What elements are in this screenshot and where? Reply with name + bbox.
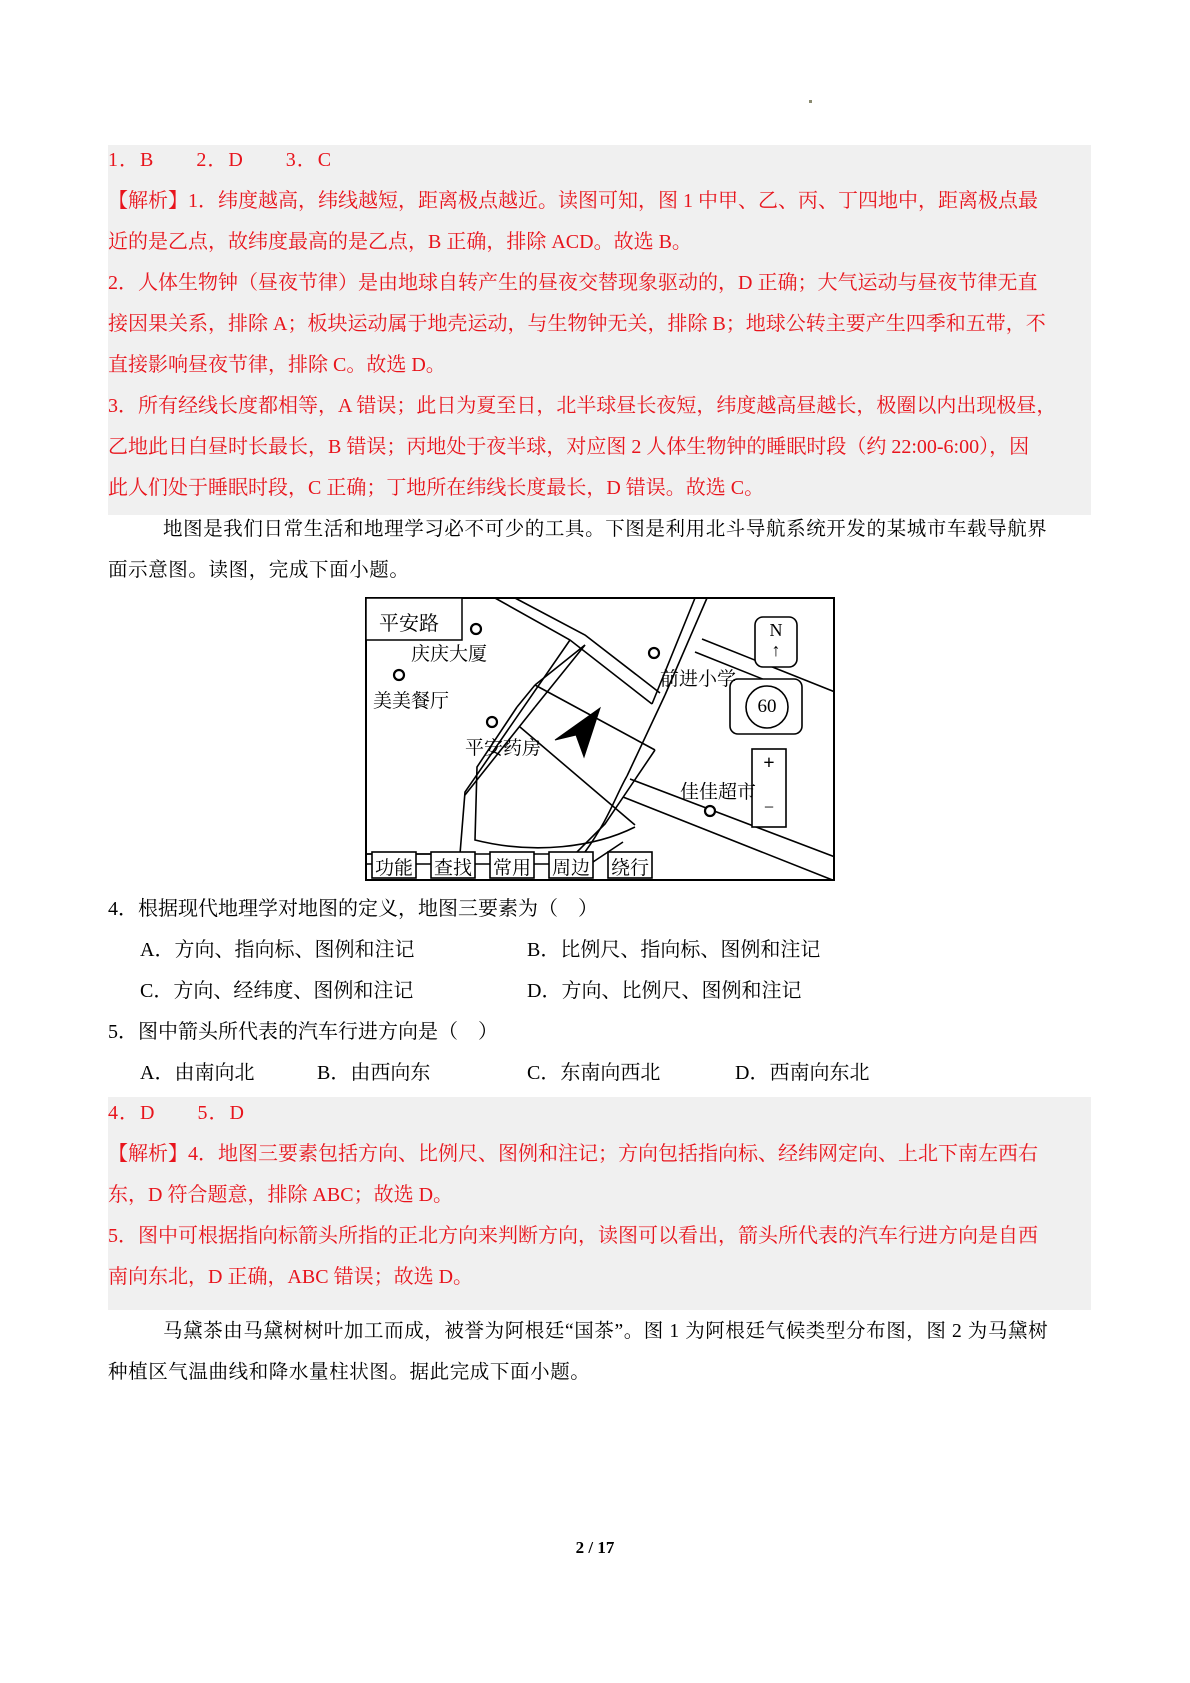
explanation-line: 2．人体生物钟（昼夜节律）是由地球自转产生的昼夜交替现象驱动的，D 正确；大气运动与昼夜节律无直	[108, 272, 1038, 294]
question-4-option-a: A．方向、指向标、图例和注记	[140, 939, 415, 961]
page-number: 2 / 17	[575, 1538, 615, 1557]
explanation-line: 5．图中可根据指向标箭头所指的正北方向来判断方向，读图可以看出，箭头所代表的汽车行进方向是自西	[108, 1225, 1038, 1247]
question-5-option-b: B．由西向东	[317, 1062, 431, 1084]
map-button-favorites[interactable]: 常用	[492, 857, 531, 879]
intro-tea-line: 种植区气温曲线和降水量柱状图。据此完成下面小题。	[108, 1362, 591, 1383]
explanation-line: 【解析】1．纬度越高，纬线越短，距离极点越近。读图可知，图 1 中甲、乙、丙、丁四地中，距离极点最	[108, 190, 1038, 212]
north-arrow-icon: ↑	[771, 640, 781, 660]
explanation-line: 此人们处于睡眠时段，C 正确；丁地所在纬线长度最长，D 错误。故选 C。	[108, 477, 765, 499]
question-4-option-b: B．比例尺、指向标、图例和注记	[527, 939, 821, 961]
place-label: 前进小学	[660, 668, 737, 690]
question-5-stem: 5．图中箭头所代表的汽车行进方向是（ ）	[108, 1021, 498, 1043]
zoom-out-button[interactable]: −	[763, 797, 775, 817]
answer-block-1-3	[108, 145, 1091, 515]
navigation-map-figure	[365, 597, 835, 881]
zoom-in-button[interactable]: +	[763, 752, 775, 774]
explanation-line: 【解析】4．地图三要素包括方向、比例尺、图例和注记；方向包括指向标、经纬网定向、上北下南左西右	[108, 1143, 1038, 1165]
map-button-function[interactable]: 功能	[374, 857, 413, 879]
explanation-line: 直接影响昼夜节律，排除 C。故选 D。	[108, 354, 446, 376]
intro-map-line: 地图是我们日常生活和地理学习必不可少的工具。下图是利用北斗导航系统开发的某城市车载导航界	[163, 519, 1048, 540]
map-button-nearby[interactable]: 周边	[551, 857, 590, 879]
answer-block-4-5	[108, 1097, 1091, 1310]
map-button-detour[interactable]: 绕行	[610, 857, 649, 879]
question-5-option-c: C．东南向西北	[527, 1062, 661, 1084]
question-5-option-a: A．由南向北	[140, 1062, 255, 1084]
place-label: 佳佳超市	[680, 781, 757, 803]
road-name-label: 平安路	[379, 611, 439, 635]
question-4-option-d: D．方向、比例尺、图例和注记	[527, 980, 802, 1002]
map-button-search[interactable]: 查找	[433, 857, 472, 879]
explanation-line: 乙地此日白昼时长最长，B 错误；丙地处于夜半球，对应图 2 人体生物钟的睡眠时段（约 22:00-6:00），因	[108, 436, 1030, 458]
answer-key: 4．D 5．D	[108, 1102, 245, 1124]
north-label: N	[769, 620, 783, 640]
intro-tea-line: 马黛茶由马黛树树叶加工而成，被誉为阿根廷“国茶”。图 1 为阿根廷气候类型分布图，图 2 为马黛树	[163, 1321, 1049, 1342]
question-5-option-d: D．西南向东北	[735, 1062, 870, 1084]
place-label: 美美餐厅	[373, 690, 450, 712]
header-dot	[809, 100, 812, 103]
speed-limit-sign: 60	[757, 696, 777, 717]
place-label: 平安药房	[465, 737, 542, 759]
place-label: 庆庆大厦	[411, 643, 488, 665]
question-4-option-c: C．方向、经纬度、图例和注记	[140, 980, 414, 1002]
intro-map-line: 面示意图。读图，完成下面小题。	[108, 560, 410, 581]
explanation-line: 南向东北，D 正确，ABC 错误；故选 D。	[108, 1266, 474, 1288]
question-4-stem: 4．根据现代地理学对地图的定义，地图三要素为（ ）	[108, 898, 598, 920]
explanation-line: 3．所有经线长度都相等，A 错误；此日为夏至日，北半球昼长夜短，纬度越高昼越长，极圈以内出现极昼，	[108, 395, 1057, 417]
north-indicator	[755, 617, 797, 667]
explanation-line: 接因果关系，排除 A；板块运动属于地壳运动，与生物钟无关，排除 B；地球公转主要产生四季和五带，不	[108, 313, 1046, 335]
answer-key: 1．B 2．D 3．C	[108, 149, 333, 171]
explanation-line: 东，D 符合题意，排除 ABC；故选 D。	[108, 1184, 454, 1206]
explanation-line: 近的是乙点，故纬度最高的是乙点，B 正确，排除 ACD。故选 B。	[108, 231, 692, 253]
